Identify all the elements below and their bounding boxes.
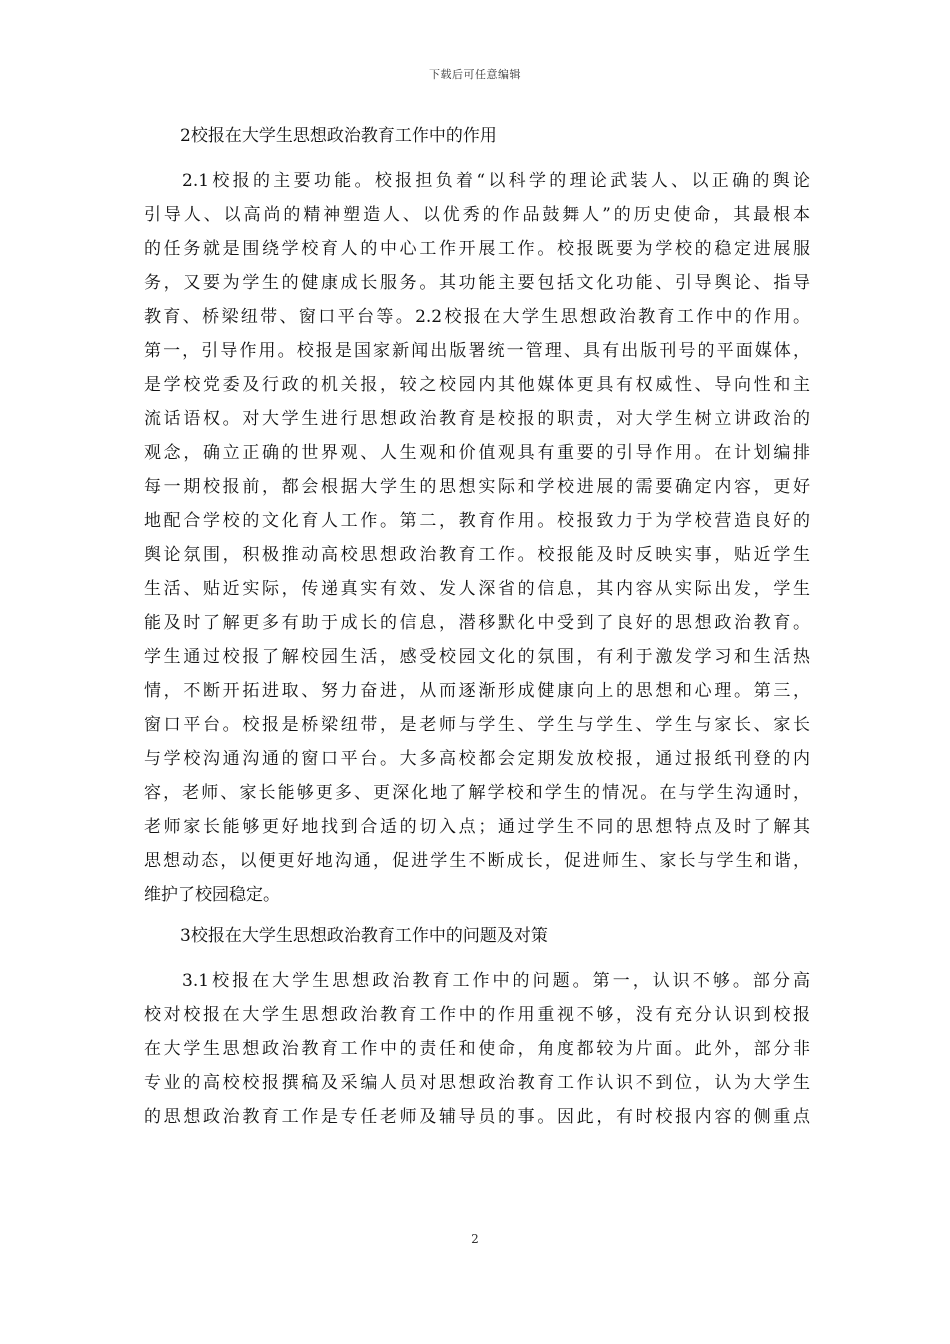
paragraph-line: 情，不断开拓进取、努力奋进，从而逐渐形成健康向上的思想和心理。第三， <box>144 681 810 701</box>
paragraph-line: 教育、桥梁纽带、窗口平台等。2.2校报在大学生思想政治教育工作中的作用。 <box>144 307 810 327</box>
section-heading: 2校报在大学生思想政治教育工作中的作用 <box>180 126 497 146</box>
paragraph-line: 引导人、以高尚的精神塑造人、以优秀的作品鼓舞人”的历史使命，其最根本 <box>144 205 810 225</box>
paragraph-line: 学生通过校报了解校园生活，感受校园文化的氛围，有利于激发学习和生活热 <box>144 647 810 667</box>
paragraph-line: 3.1校报在大学生思想政治教育工作中的问题。第一，认识不够。部分高 <box>182 971 810 991</box>
paragraph-line: 生活、贴近实际，传递真实有效、发人深省的信息，其内容从实际出发，学生 <box>144 579 810 599</box>
paragraph <box>144 164 810 912</box>
paragraph-line: 务，又要为学生的健康成长服务。其功能主要包括文化功能、引导舆论、指导 <box>144 273 810 293</box>
paragraph-line: 地配合学校的文化育人工作。第二，教育作用。校报致力于为学校营造良好的 <box>144 511 810 531</box>
paragraph-line: 流话语权。对大学生进行思想政治教育是校报的职责，对大学生树立讲政治的 <box>144 409 810 429</box>
paragraph-line: 第一，引导作用。校报是国家新闻出版署统一管理、具有出版刊号的平面媒体， <box>144 341 810 361</box>
section-heading: 3校报在大学生思想政治教育工作中的问题及对策 <box>180 926 548 946</box>
paragraph-line: 与学校沟通沟通的窗口平台。大多高校都会定期发放校报，通过报纸刊登的内 <box>144 749 810 769</box>
paragraph-line: 舆论氛围，积极推动高校思想政治教育工作。校报能及时反映实事，贴近学生 <box>144 545 810 565</box>
paragraph-line: 在大学生思想政治教育工作中的责任和使命，角度都较为片面。此外，部分非 <box>144 1039 810 1059</box>
paragraph-line: 能及时了解更多有助于成长的信息，潜移默化中受到了良好的思想政治教育。 <box>144 613 810 633</box>
document-body <box>144 126 810 1134</box>
paragraph-line: 思想动态，以便更好地沟通，促进学生不断成长，促进师生、家长与学生和谐， <box>144 851 810 871</box>
paragraph-line: 校对校报在大学生思想政治教育工作中的作用重视不够，没有充分认识到校报 <box>144 1005 810 1025</box>
paragraph-line: 2.1校报的主要功能。校报担负着“以科学的理论武装人、以正确的舆论 <box>182 171 810 191</box>
paragraph-line: 的思想政治教育工作是专任老师及辅导员的事。因此，有时校报内容的侧重点 <box>144 1107 810 1127</box>
paragraph-line: 每一期校报前，都会根据大学生的思想实际和学校进展的需要确定内容，更好 <box>144 477 810 497</box>
paragraph-line: 窗口平台。校报是桥梁纽带，是老师与学生、学生与学生、学生与家长、家长 <box>144 715 810 735</box>
paragraph-line: 专业的高校校报撰稿及采编人员对思想政治教育工作认识不到位，认为大学生 <box>144 1073 810 1093</box>
page-header: 下载后可任意编辑 <box>429 68 521 81</box>
paragraph-line: 是学校党委及行政的机关报，较之校园内其他媒体更具有权威性、导向性和主 <box>144 375 810 395</box>
paragraph-line: 维护了校园稳定。 <box>144 885 280 905</box>
paragraph-line: 老师家长能够更好地找到合适的切入点；通过学生不同的思想特点及时了解其 <box>144 817 810 837</box>
page-number: 2 <box>471 1232 479 1246</box>
paragraph-line: 的任务就是围绕学校育人的中心工作开展工作。校报既要为学校的稳定进展服 <box>144 239 810 259</box>
paragraph-line: 容，老师、家长能够更多、更深化地了解学校和学生的情况。在与学生沟通时， <box>144 783 810 803</box>
paragraph-line: 观念，确立正确的世界观、人生观和价值观具有重要的引导作用。在计划编排 <box>144 443 810 463</box>
paragraph <box>144 964 810 1134</box>
